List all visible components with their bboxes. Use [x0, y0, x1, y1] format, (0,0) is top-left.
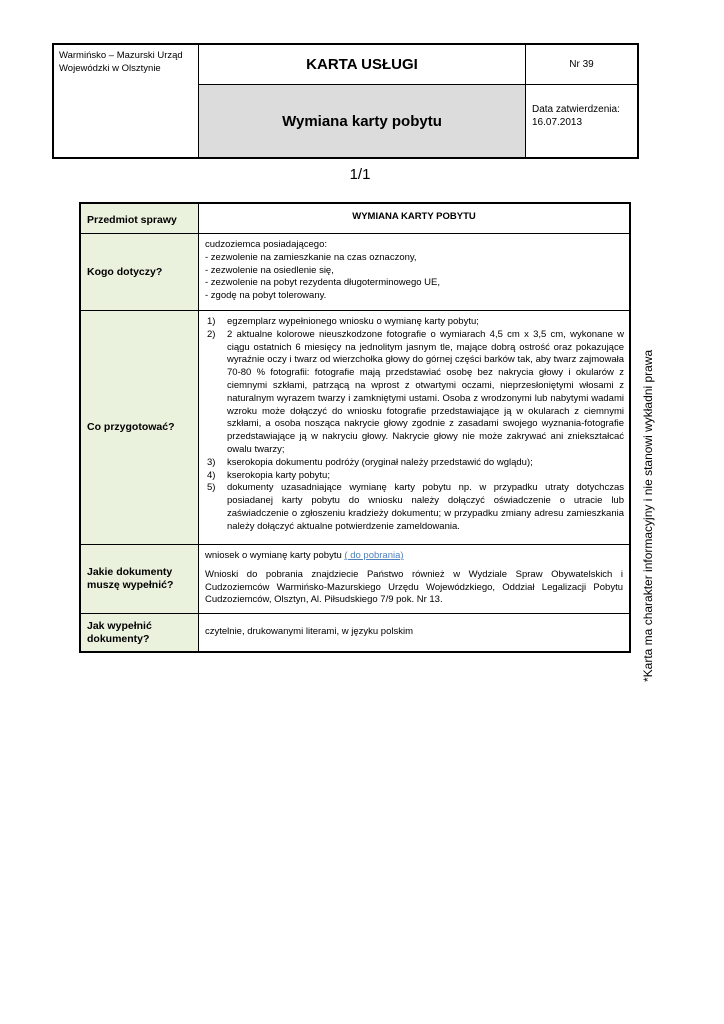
approval-date: 16.07.2013	[532, 117, 583, 128]
item-number: 4)	[207, 469, 216, 481]
download-note: Wnioski do pobrania znajdziecie Państwo również w Wydziale Spraw Obywatelskich i Cudzoziemców Warmińsko-Mazurskiego Urzędu Wojewódzkiego, Oddział Legalizacji Pobytu Cudzoziemców, Olsztyn, Al. Piłsudskiego 7/9 pok. Nr 13.	[205, 568, 623, 606]
header-table	[52, 43, 639, 159]
page-number: 1/1	[349, 166, 371, 183]
row-documents	[81, 545, 629, 614]
list-item	[205, 329, 624, 457]
row-label: Przedmiot sprawy	[81, 204, 199, 233]
row-subject	[81, 204, 629, 234]
list-item	[205, 316, 624, 329]
row-value	[199, 311, 629, 544]
item-text: kserokopia karty pobytu;	[227, 469, 330, 481]
who-line: - zgodę na pobyt tolerowany.	[205, 290, 327, 302]
item-text: 2 aktualne kolorowe nieuszkodzone fotografie o wymiarach 4,5 cm x 3,5 cm, wykonane w ciągu ostatnich 6 miesięcy na jednolitym jasnym tle, mające dobrą ostrość oraz pokazujące wyraźnie oczy i twarz od wierzchołka głowy do górnej części barków tak, aby twarz zajmowała 70-80 % fotografii: fotografie mają przedstawiać osobę bez nakrycia głowy i okularów z ciemnymi szkłami, patrzącą na wprost z otwartymi oczami, nieprzesłoniętymi włosami z naturalnym wyrazem twarzy i zamkniętymi ustami. Osoba z wrodzonymi lub nabytymi wadami wzroku może dołączyć do wniosku fotografie przedstawiające ją w okularach z ciemnymi szkłami, a osoba nosząca nakrycie głowy zgodnie z zasadami swojego wyznania-fotografie przedstawiające ją w nakryciu głowy. Nakrycie głowy nie może zakrywać ani zniekształcać owalu twarzy;	[227, 328, 624, 455]
row-label: Kogo dotyczy?	[81, 234, 199, 310]
who-line: cudzoziemca posiadającego:	[205, 239, 327, 250]
row-label: Co przygotować?	[81, 311, 199, 544]
download-link[interactable]: ( do pobrania)	[344, 550, 404, 561]
list-item	[205, 457, 624, 470]
side-disclaimer: *Karta ma charakter informacyjny i nie stanowi wykładni prawa	[641, 349, 655, 682]
row-how	[81, 614, 629, 651]
item-number: 1)	[207, 316, 216, 327]
office-name	[54, 45, 199, 157]
row-value	[199, 545, 629, 613]
service-table	[79, 202, 631, 653]
approval-date-cell	[526, 85, 637, 157]
row-prepare	[81, 311, 629, 545]
row-label: Jakie dokumenty muszę wypełnić?	[81, 545, 199, 613]
item-text: dokumenty uzasadniające wymianę karty pobytu np. w przypadku utraty dotychczas posiadanej karty pobytu do wniosku należy dołączyć oświadczenie o utracie lub zaświadczenie o zgłoszeniu kradzieży dokumentu; w przypadku zmiany adresu zamieszkania należy dołączyć aktualne potwierdzenie zameldowania.	[227, 482, 624, 532]
form-line	[205, 550, 623, 563]
office-line-1: Warmińsko – Mazurski Urząd	[59, 50, 183, 61]
form-name: wniosek o wymianę karty pobytu	[205, 550, 342, 561]
item-number: 2)	[207, 328, 216, 340]
list-item	[205, 482, 624, 533]
list-item	[205, 470, 624, 483]
item-text: kserokopia dokumentu podróży (oryginał należy przedstawić do wglądu);	[227, 456, 533, 468]
card-number: Nr 39	[526, 45, 637, 85]
card-title: KARTA USŁUGI	[199, 45, 526, 85]
service-name: Wymiana karty pobytu	[199, 85, 526, 157]
row-label: Jak wypełnić dokumenty?	[81, 614, 199, 651]
row-who	[81, 234, 629, 311]
who-line: - zezwolenie na pobyt rezydenta długoterminowego UE,	[205, 277, 440, 289]
row-value	[199, 234, 629, 310]
who-line: - zezwolenie na zamieszkanie na czas oznaczony,	[205, 251, 417, 263]
who-line: - zezwolenie na osiedlenie się,	[205, 264, 334, 276]
row-value: WYMIANA KARTY POBYTU	[352, 211, 476, 222]
item-number: 5)	[207, 482, 216, 494]
row-value: czytelnie, drukowanymi literami, w języku polskim	[205, 626, 414, 638]
office-line-2: Wojewódzki w Olsztynie	[59, 63, 161, 74]
item-text: egzemplarz wypełnionego wniosku o wymianę karty pobytu;	[227, 316, 479, 327]
item-number: 3)	[207, 456, 216, 468]
approval-label: Data zatwierdzenia:	[532, 104, 620, 115]
